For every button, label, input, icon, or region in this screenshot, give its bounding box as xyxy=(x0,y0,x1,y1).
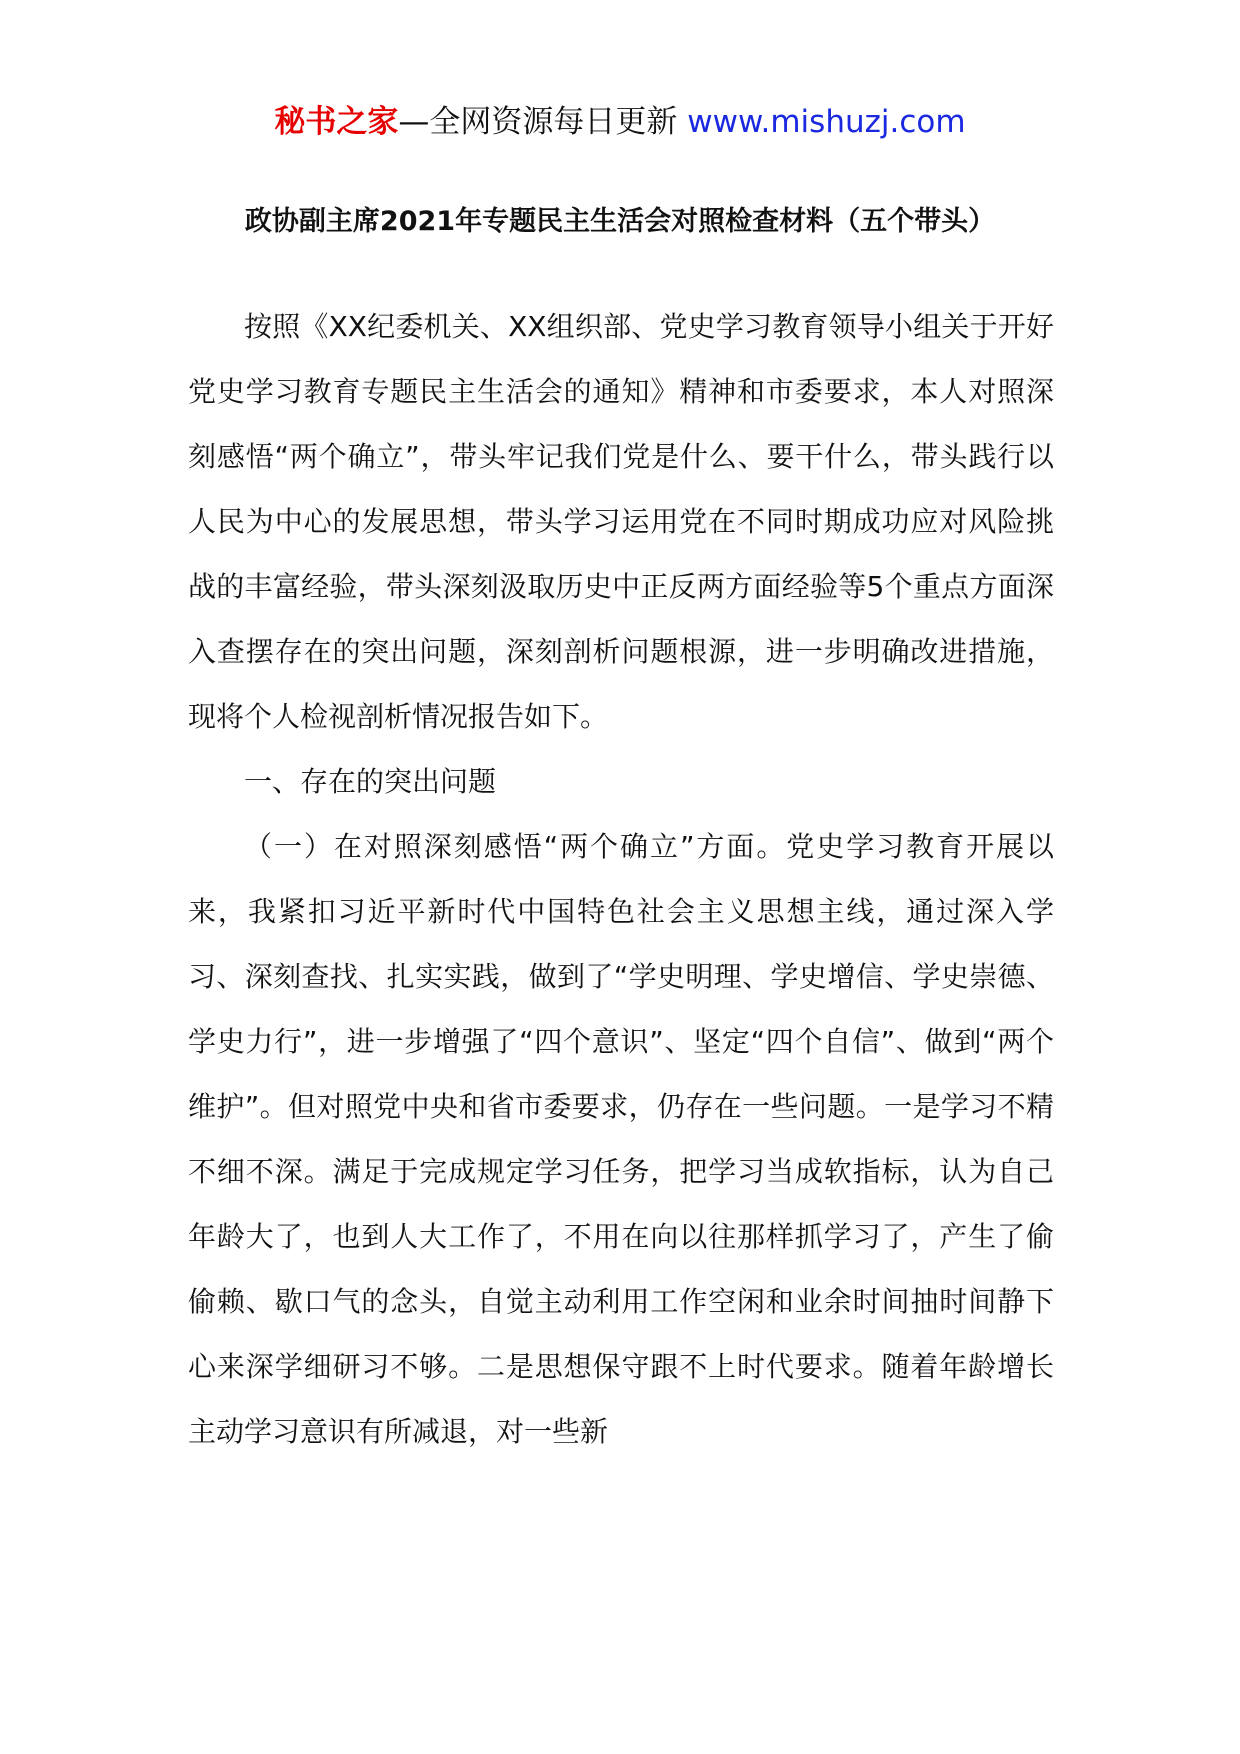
document-body xyxy=(188,294,1054,1464)
site-tagline: —全网资源每日更新 xyxy=(398,104,678,140)
site-header xyxy=(0,100,1240,144)
site-url-link[interactable]: www.mishuzj.com xyxy=(687,104,966,140)
intro-paragraph: 按照《XX纪委机关、XX组织部、党史学习教育领导小组关于开好党史学习教育专题民主生活会的通知》精神和市委要求，本人对照深刻感悟“两个确立”，带头牢记我们党是什么、要干什么，带头践行以人民为中心的发展思想，带头学习运用党在不同时期成功应对风险挑战的丰富经验，带头深刻汲取历史中正反两方面经验等5个重点方面深入查摆存在的突出问题，深刻剖析问题根源，进一步明确改进措施，现将个人检视剖析情况报告如下。 xyxy=(188,310,1054,733)
site-brand: 秘书之家 xyxy=(274,104,399,140)
body-paragraph: （一）在对照深刻感悟“两个确立”方面。党史学习教育开展以来，我紧扣习近平新时代中国特色社会主义思想主线，通过深入学习、深刻查找、扎实实践，做到了“学史明理、学史增信、学史崇德、学史力行”，进一步增强了“四个意识”、坚定“四个自信”、做到“两个维护”。但对照党中央和省市委要求，仍存在一些问题。一是学习不精不细不深。满足于完成规定学习任务，把学习当成软指标，认为自己年龄大了，也到人大工作了，不用在向以往那样抓学习了，产生了偷偷赖、歇口气的念头，自觉主动利用工作空闲和业余时间抽时间静下心来深学细研习不够。二是思想保守跟不上时代要求。随着年龄增长主动学习意识有所减退，对一些新 xyxy=(188,830,1054,1448)
document-title: 政协副主席2021年专题民主生活会对照检查材料（五个带头） xyxy=(244,206,996,237)
section-heading: 一、存在的突出问题 xyxy=(244,765,497,798)
